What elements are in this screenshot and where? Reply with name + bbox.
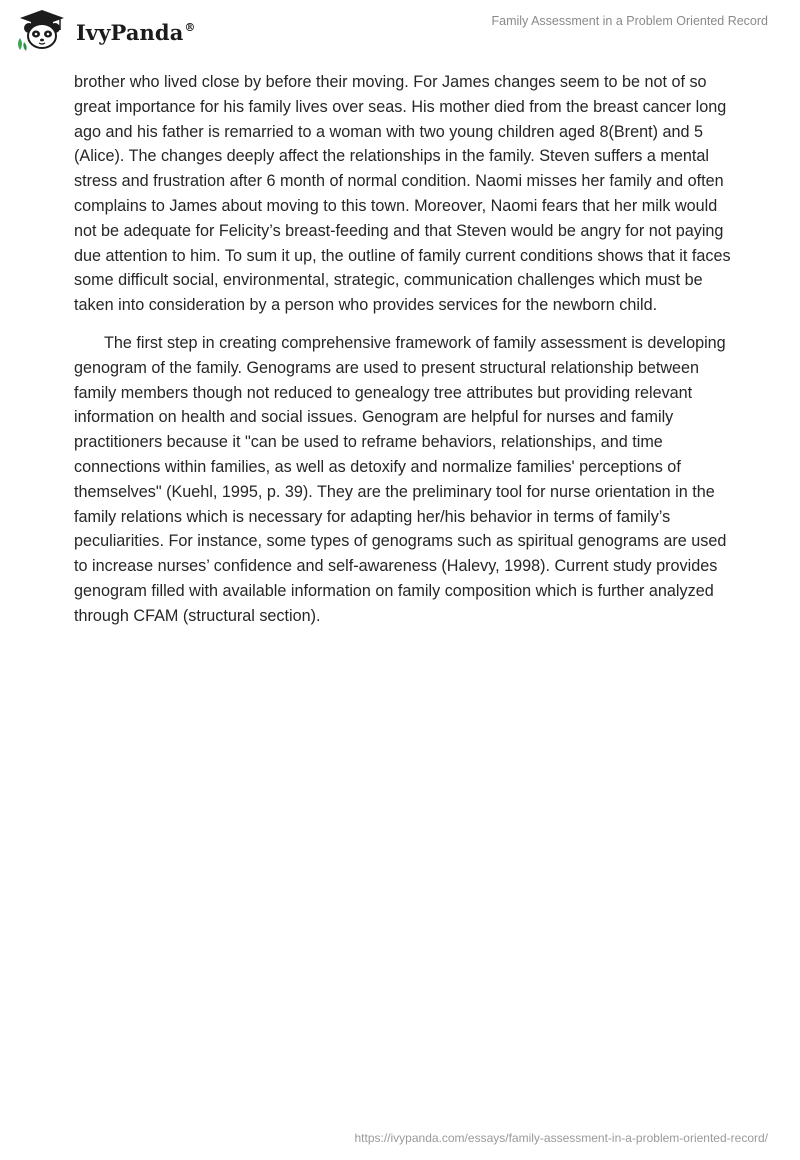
page-header [0,0,800,60]
panda-graduate-icon [14,8,70,52]
logo-wordmark: IvyPanda® [76,19,196,45]
paragraph-continuation: brother who lived close by before their moving. For James changes seem to be not of so great importance for his family lives over seas. His mother died from the breast cancer long ago and his father is remarried to a woman with two young children aged 8(Brent) and 5 (Alice). The changes deeply affect the relationships in the family. Steven suffers a mental stress and frustration after 6 month of normal condition. Naomi misses her family and often complains to James about moving to this town. Moreover, Naomi fears that her milk would not be adequate for Felicity’s breast-feeding and that Steven would be angry for not paying due attention to him. To sum it up, the outline of family current conditions shows that it faces some difficult social, environmental, strategic, communication challenges which must be taken into consideration by a person who provides services for the newborn child. [74,73,731,315]
article-body [74,70,734,642]
paragraph-genogram: The first step in creating comprehensive framework of family assessment is developing genogram of the family. Genograms are used to present structural relationship between family members though not reduced to genealogy tree attributes but providing relevant information on health and social issues. Genogram are helpful for nurses and family practitioners because it "can be used to reframe behaviors, relationships, and time connections within families, as well as detoxify and normalize families' perceptions of themselves" (Kuehl, 1995, p. 39). They are the preliminary tool for nurse orientation in the family relations which is necessary for adapting her/his behavior in terms of family’s peculiarities. For instance, some types of genograms such as spiritual genograms are used to increase nurses’ confidence and self-awareness (Halevy, 1998). Current study provides genogram filled with available information on family composition which is further analyzed through CFAM (structural section). [74,333,727,625]
source-url[interactable]: https://ivypanda.com/essays/family-assessment-in-a-problem-oriented-record/ [354,1131,768,1145]
ivypanda-logo[interactable] [14,8,196,52]
document-title: Family Assessment in a Problem Oriented Record [491,14,768,28]
